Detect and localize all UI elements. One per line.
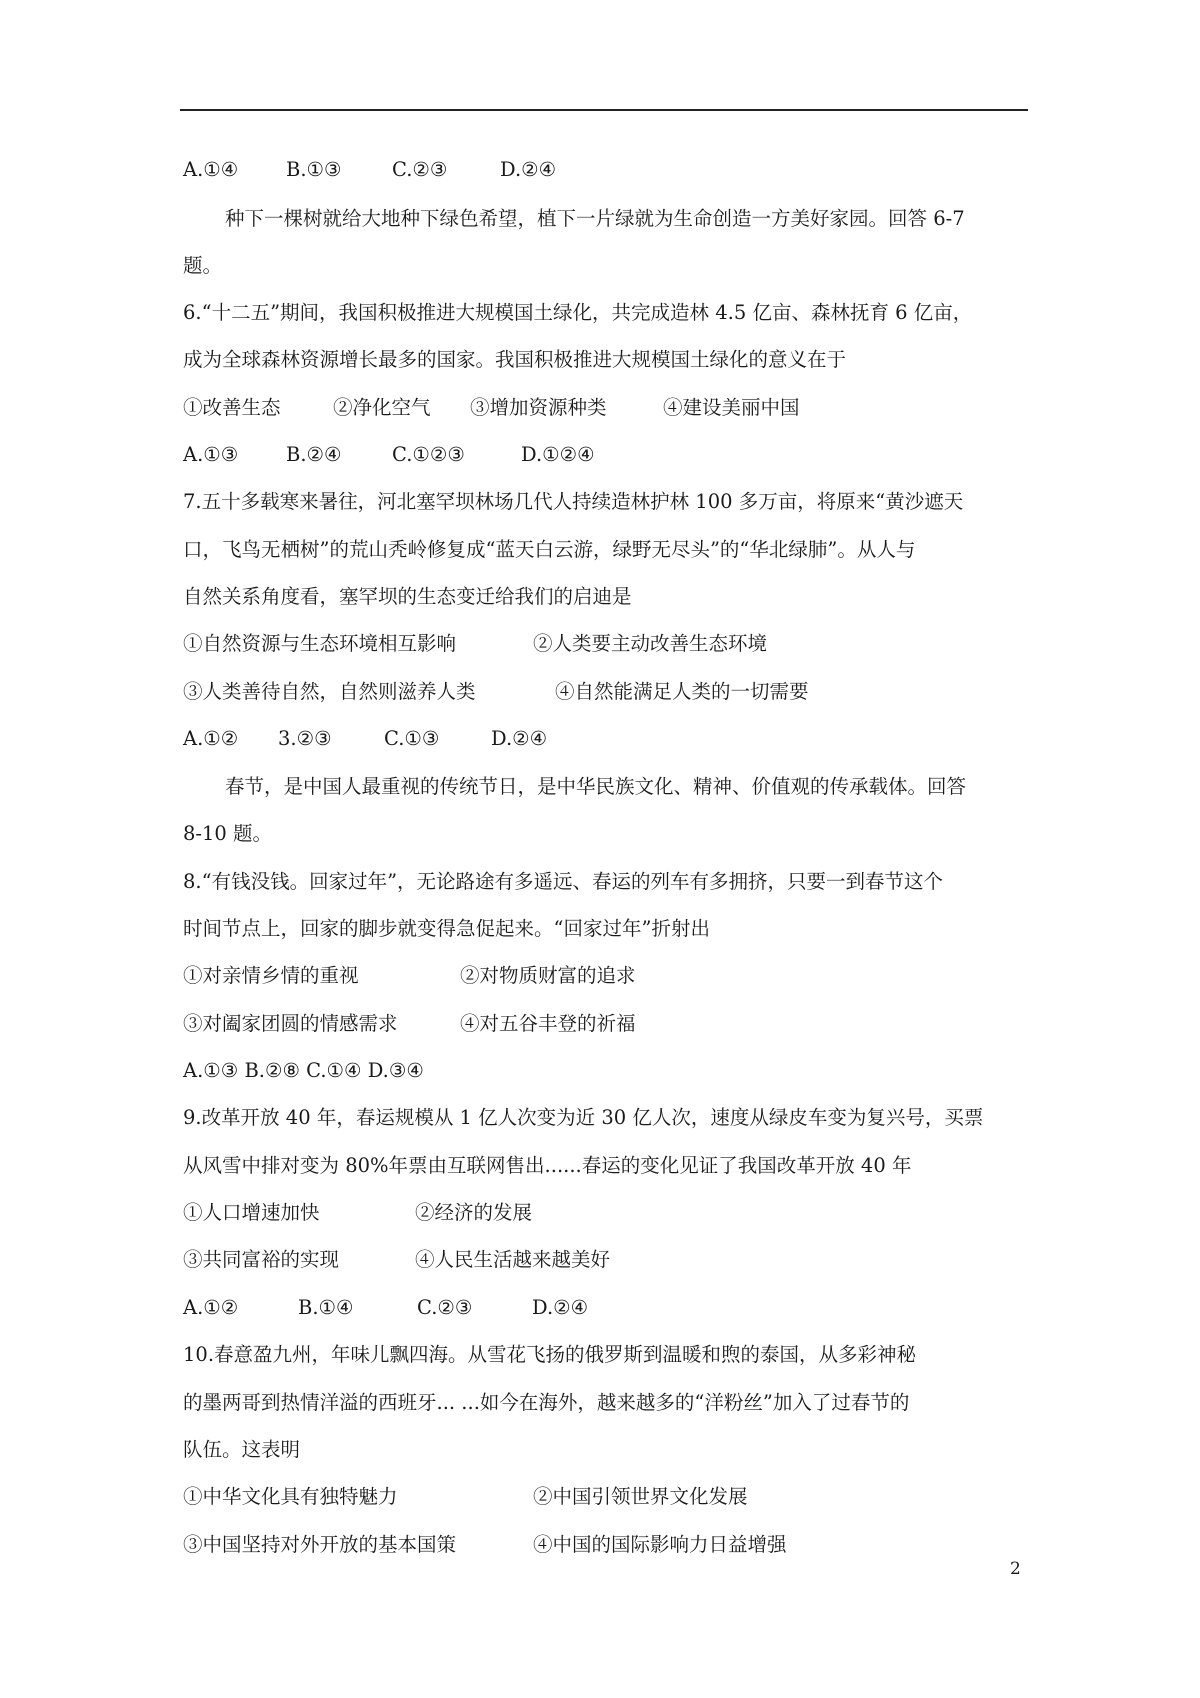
q9-statement-2: ②经济的发展 — [415, 1201, 533, 1224]
q7-stem-line-1: 7.五十多载寒来暑往，河北塞罕坝林场几代人持续造林护林 100 多万亩，将原来“黄沙遮天 — [183, 490, 964, 513]
intro-6-7-line-1: 种下一棵树就给大地种下绿色希望，植下一片绿就为生命创造一方美好家园。回答 6-7 — [225, 207, 965, 230]
q5-option-a[interactable]: A.①④ — [183, 158, 239, 181]
q9-stem-line-1: 9.改革开放 40 年，春运规模从 1 亿人次变为近 30 亿人次，速度从绿皮车变为复兴号，买票 — [183, 1106, 984, 1129]
q7-stem-line-2: 口，飞鸟无栖树”的荒山秃岭修复成“蓝天白云游，绿野无尽头”的“华北绿肺”。从人与 — [183, 538, 916, 561]
q8-statement-3: ③对阖家团圆的情感需求 — [183, 1012, 398, 1035]
q7-statement-3: ③人类善待自然，自然则滋养人类 — [183, 680, 476, 703]
q5-option-b[interactable]: B.①③ — [286, 158, 342, 181]
q8-statement-4: ④对五谷丰登的祈福 — [460, 1012, 636, 1035]
q9-option-b[interactable]: B.①④ — [298, 1296, 354, 1319]
q9-option-d[interactable]: D.②④ — [532, 1296, 589, 1319]
q6-option-b[interactable]: B.②④ — [286, 443, 342, 466]
q6-option-a[interactable]: A.①③ — [183, 443, 239, 466]
q7-option-a[interactable]: A.①② — [183, 727, 239, 750]
q7-statement-2: ②人类要主动改善生态环境 — [533, 632, 768, 655]
q7-option-c[interactable]: C.①③ — [384, 727, 440, 750]
q10-stem-line-1: 10.春意盈九州，年味儿飘四海。从雪花飞扬的俄罗斯到温暖和煦的泰国，从多彩神秘 — [183, 1343, 917, 1366]
q7-statement-4: ④自然能满足人类的一切需要 — [555, 680, 809, 703]
q10-statement-1: ①中华文化具有独特魅力 — [183, 1485, 398, 1508]
intro-8-10-line-1: 春节，是中国人最重视的传统节日，是中华民族文化、精神、价值观的传承载体。回答 — [225, 775, 967, 798]
q6-stem-line-2: 成为全球森林资源增长最多的国家。我国积极推进大规模国土绿化的意义在于 — [183, 348, 847, 371]
page-number: 2 — [1010, 1559, 1021, 1579]
q7-option-d[interactable]: D.②④ — [491, 727, 548, 750]
q10-statement-4: ④中国的国际影响力日益增强 — [533, 1533, 787, 1556]
q9-stem-line-2: 从风雪中排对变为 80%年票由互联网售出......春运的变化见证了我国改革开放 40 年 — [183, 1154, 912, 1177]
q9-option-a[interactable]: A.①② — [183, 1296, 239, 1319]
q8-statement-1: ①对亲情乡情的重视 — [183, 964, 359, 987]
q10-stem-line-2: 的墨两哥到热情洋溢的西班牙... ...如今在海外，越来越多的“洋粉丝”加入了过春节的 — [183, 1391, 910, 1414]
q10-statement-3: ③中国坚持对外开放的基本国策 — [183, 1533, 457, 1556]
q7-statement-1: ①自然资源与生态环境相互影响 — [183, 632, 457, 655]
q7-stem-line-3: 自然关系角度看，塞罕坝的生态变迁给我们的启迪是 — [183, 585, 632, 608]
q10-stem-line-3: 队伍。这表明 — [183, 1438, 301, 1461]
q6-statement-1: ①改善生态 — [183, 396, 281, 419]
q8-statement-2: ②对物质财富的追求 — [460, 964, 636, 987]
q8-options[interactable]: A.①③ B.②⑧ C.①④ D.③④ — [183, 1059, 424, 1082]
intro-8-10-line-2: 8-10 题。 — [183, 822, 273, 845]
q9-statement-1: ①人口增速加快 — [183, 1201, 320, 1224]
q6-option-d[interactable]: D.①②④ — [521, 443, 595, 466]
q8-stem-line-1: 8.“有钱没钱。回家过年”，无论路途有多遥远、春运的列车有多拥挤，只要一到春节这个 — [183, 870, 944, 893]
q6-statement-4: ④建设美丽中国 — [663, 396, 800, 419]
q7-option-b[interactable]: 3.②③ — [278, 727, 332, 750]
header-rule — [180, 109, 1028, 111]
q9-option-c[interactable]: C.②③ — [417, 1296, 473, 1319]
q9-statement-4: ④人民生活越来越美好 — [415, 1248, 611, 1271]
q10-statement-2: ②中国引领世界文化发展 — [533, 1485, 748, 1508]
q5-option-d[interactable]: D.②④ — [500, 158, 557, 181]
q6-stem-line-1: 6.“十二五”期间，我国积极推进大规模国土绿化，共完成造林 4.5 亿亩、森林抚育 6 亿亩， — [183, 301, 973, 324]
intro-6-7-line-2: 题。 — [183, 254, 223, 277]
q6-option-c[interactable]: C.①②③ — [392, 443, 465, 466]
q9-statement-3: ③共同富裕的实现 — [183, 1248, 340, 1271]
q5-option-c[interactable]: C.②③ — [392, 158, 448, 181]
q8-stem-line-2: 时间节点上，回家的脚步就变得急促起来。“回家过年”折射出 — [183, 917, 710, 940]
q6-statement-3: ③增加资源种类 — [470, 396, 607, 419]
q6-statement-2: ②净化空气 — [333, 396, 431, 419]
